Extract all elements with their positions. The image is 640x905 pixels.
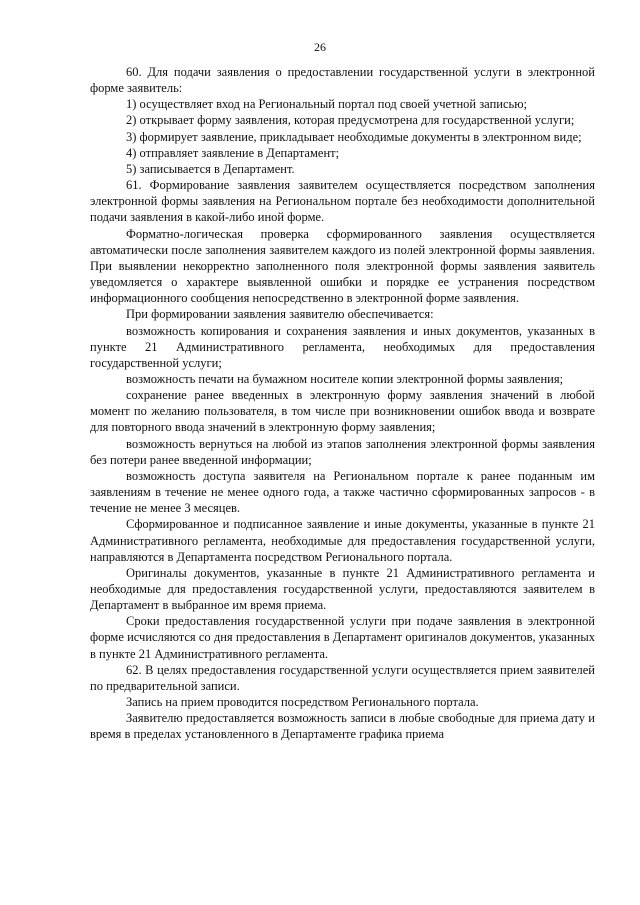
document-body bbox=[90, 64, 595, 743]
page-number: 26 bbox=[314, 40, 326, 54]
paragraph: 5) записывается в Департамент. bbox=[126, 161, 295, 176]
paragraph: возможность доступа заявителя на Региональном портале к ранее поданным им заявлениям в течение не менее одного года, а также частично сформированных запросов - в течение не менее 3 месяцев. bbox=[90, 468, 595, 516]
paragraph: 3) формирует заявление, прикладывает необходимые документы в электронном виде; bbox=[126, 129, 582, 144]
paragraph: Сформированное и подписанное заявление и иные документы, указанные в пункте 21 Административного регламента, необходимые для предоставления государственной услуги, направляются в Департамента посредством Регионального портала. bbox=[90, 517, 595, 564]
paragraph: возможность копирования и сохранения заявления и иных документов, указанных в пункте 21 Административного регламента, необходимых для предоставления государственной услуги; bbox=[90, 323, 595, 370]
paragraph: 60. Для подачи заявления о предоставлении государственной услуги в электронной форме заявитель: bbox=[90, 65, 595, 96]
paragraph: возможность печати на бумажном носителе копии электронной формы заявления; bbox=[126, 371, 564, 386]
paragraph: При формировании заявления заявителю обеспечивается: bbox=[126, 307, 434, 322]
paragraph: Заявителю предоставляется возможность записи в любые свободные для приема дату и время в пределах установленного в Департаменте графика приема bbox=[90, 711, 595, 742]
paragraph: Сроки предоставления государственной услуги при подаче заявления в электронной форме исчисляются со дня предоставления в Департамент оригиналов документов, указанных в пункте 21 Административного регламента. bbox=[90, 614, 595, 661]
paragraph: Запись на прием проводится посредством Регионального портала. bbox=[126, 695, 479, 710]
paragraph: 62. В целях предоставления государственной услуги осуществляется прием заявителей по предварительной записи. bbox=[90, 662, 595, 693]
paragraph: Форматно-логическая проверка сформированного заявления осуществляется автоматически после заполнения заявителем каждого из полей электронной формы заявления. При выявлении некорректно заполненного поля электронной формы заявления заявитель уведомляется о характере выявленной ошибки и порядке ее устранения посредством информационного сообщения непосредственно в электронной форме заявления. bbox=[90, 226, 595, 306]
paragraph: Оригиналы документов, указанные в пункте 21 Административного регламента и необходимые для предоставления государственной услуги, предоставляются заявителем в Департамент в выбранное им время приема. bbox=[90, 565, 595, 613]
paragraph: возможность вернуться на любой из этапов заполнения электронной формы заявления без потери ранее введенной информации; bbox=[90, 436, 595, 467]
paragraph: 1) осуществляет вход на Региональный портал под своей учетной записью; bbox=[126, 97, 528, 112]
paragraph: 4) отправляет заявление в Департамент; bbox=[126, 145, 340, 160]
paragraph: 2) открывает форму заявления, которая предусмотрена для государственной услуги; bbox=[126, 113, 575, 128]
paragraph: сохранение ранее введенных в электронную форму заявления значений в любой момент по желанию пользователя, в том числе при возникновении ошибок ввода и возврате для повторного ввода значений в электронную форму заявления; bbox=[90, 388, 595, 435]
paragraph: 61. Формирование заявления заявителем осуществляется посредством заполнения электронной формы заявления на Региональном портале без необходимости дополнительной подачи заявления в какой-либо иной форме. bbox=[90, 178, 595, 225]
